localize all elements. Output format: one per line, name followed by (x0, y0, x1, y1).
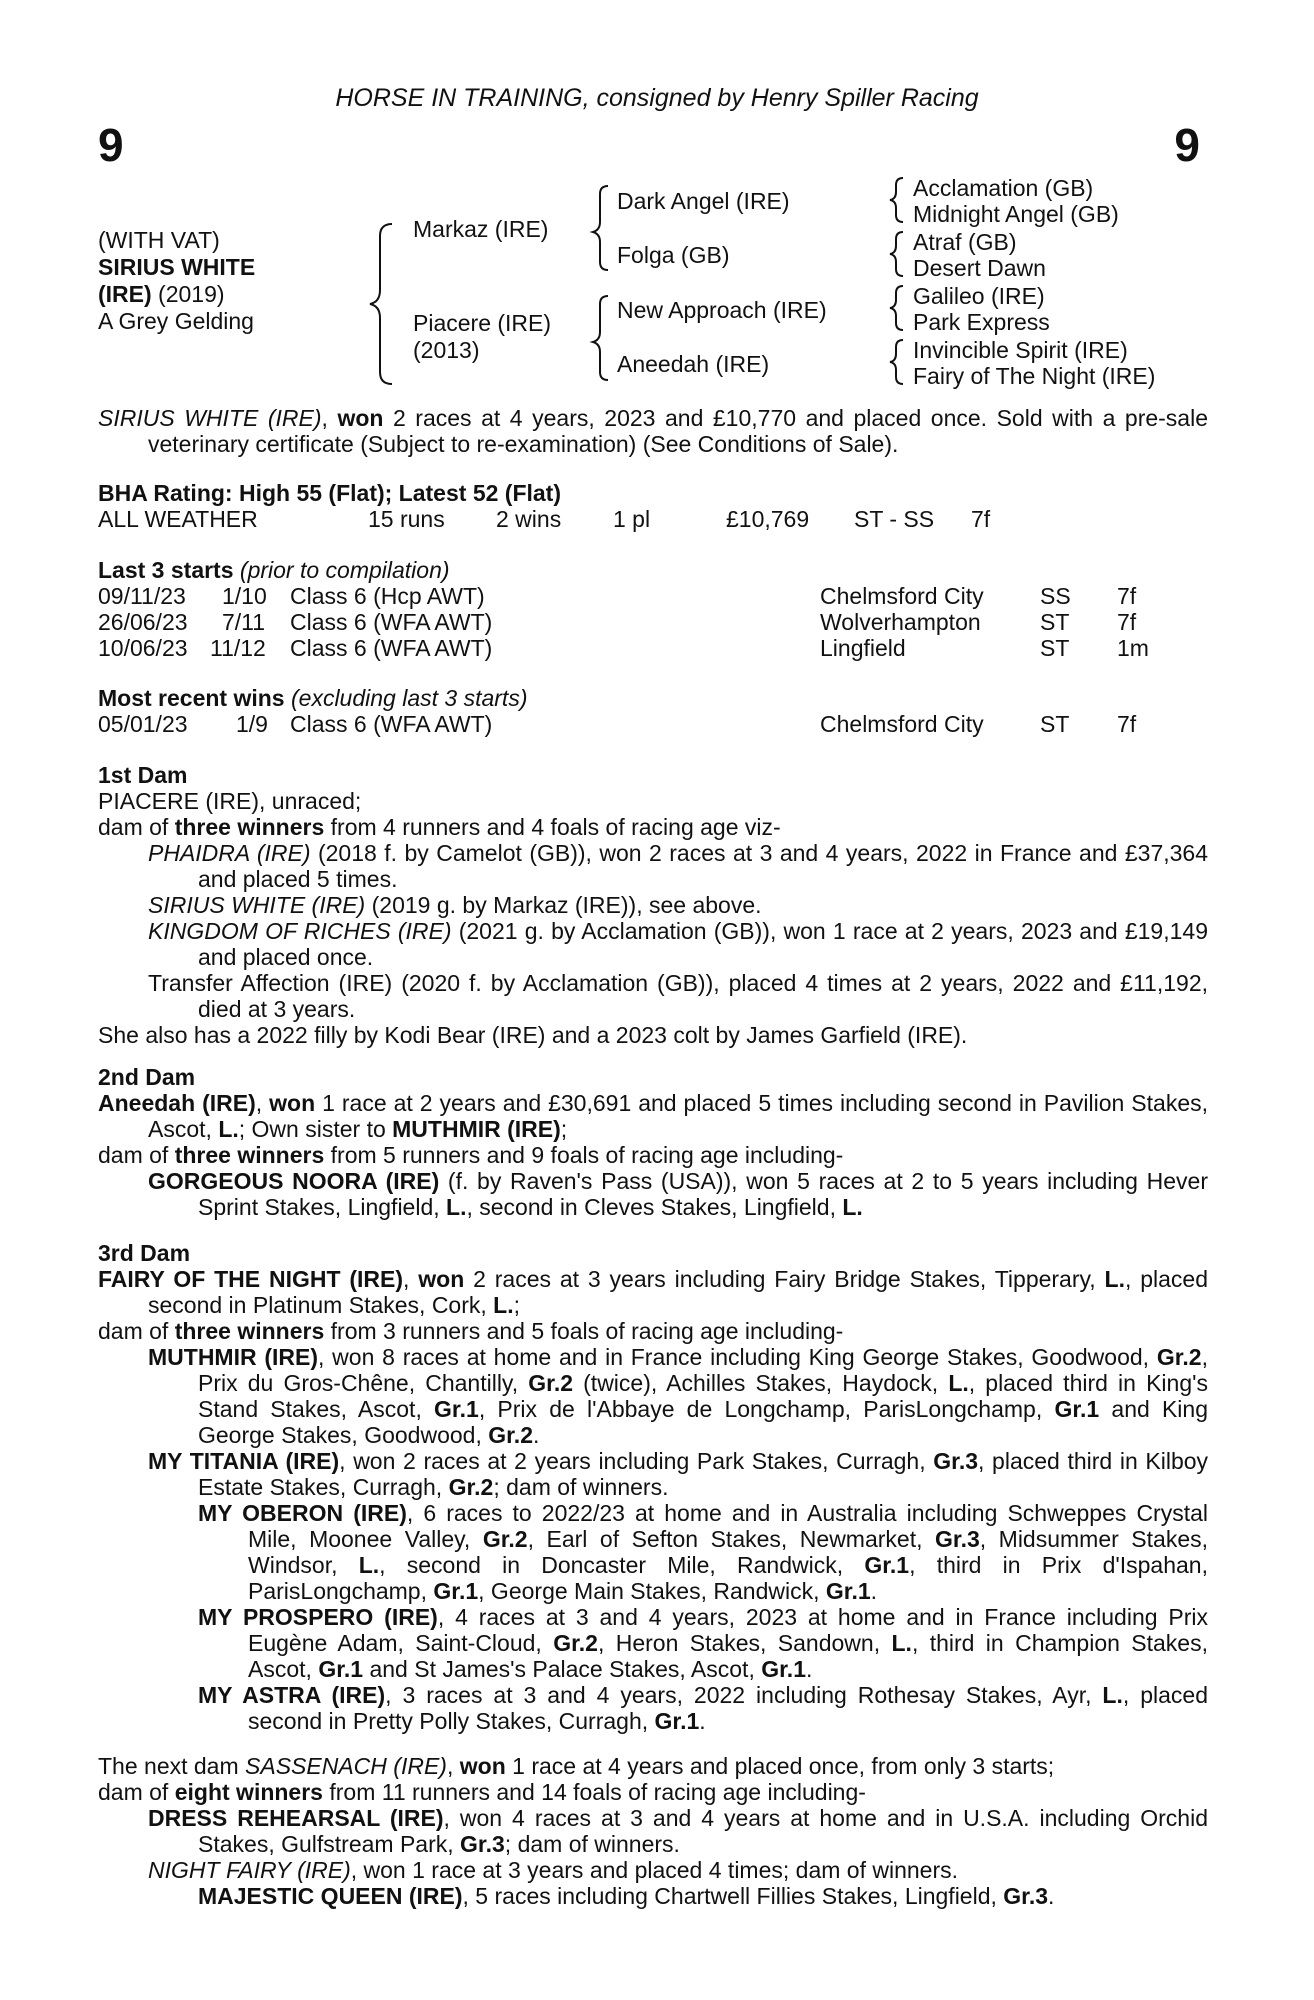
last3-table: 09/11/23 1/10 Class 6 (Hcp AWT) Chelmsford City SS 7f 26/06/23 7/11 Class 6 (WFA AWT) Wolverhampton ST 7f 10/06/23 11/12 Class 6 (WFA AWT) Lingfield ST 1m (98, 583, 1149, 661)
pedigree-gen2-3: New Approach (IRE) (617, 297, 827, 323)
pedigree-gen3-1: Acclamation (GB) (913, 175, 1094, 201)
bha-rating-heading: BHA Rating: High 55 (Flat); Latest 52 (Flat) (98, 480, 561, 506)
second-dam-heading: 2nd Dam (98, 1064, 196, 1090)
next-dam-section: The next dam SASSENACH (IRE), won 1 race at 4 years and placed once, from only 3 starts; dam of eight winners from 11 runners and 14 foals of racing age including- DRESS REHEARSAL (IRE), won 4 races at 3 and 4 years at home and in U.S.A. including Orchid Stakes, Gulfstream Park, Gr.3; dam of winners. NIGHT FAIRY (IRE), won 1 race at 3 years and placed 4 times; dam of winners. MAJESTIC QUEEN (IRE), 5 races including Chartwell Fillies Stakes, Lingfield, Gr.3. (98, 1753, 1208, 1909)
last3-heading: Last 3 starts (prior to compilation) (98, 557, 450, 583)
third-dam-section: 3rd Dam FAIRY OF THE NIGHT (IRE), won 2 races at 3 years including Fairy Bridge Stakes, Tipperary, L., placed second in Platinum Stakes, Cork, L.; dam of three winners from 3 runners and 5 foals of racing age including- MUTHMIR (IRE), won 8 races at home and in France including King George Stakes, Goodwood, Gr.2, Prix du Gros-Chêne, Chantilly, Gr.2 (twice), Achilles Stakes, Haydock, L., placed third in King's Stand Stakes, Ascot, Gr.1, Prix de l'Abbaye de Longchamp, ParisLongchamp, Gr.1 and King George Stakes, Goodwood, Gr.2. MY TITANIA (IRE), won 2 races at 2 years including Park Stakes, Curragh, Gr.3, placed third in Kilboy Estate Stakes, Curragh, Gr.2; dam of winners. MY OBERON (IRE), 6 races to 2022/23 at home and in Australia including Schweppes Crystal Mile, Moonee Valley, Gr.2, Earl of Sefton Stakes, Newmarket, Gr.3, Midsummer Stakes, Windsor, L., second in Doncaster Mile, Randwick, Gr.1, third in Prix d'Ispahan, ParisLongchamp, Gr.1, George Main Stakes, Randwick, Gr.1. MY PROSPERO (IRE), 4 races at 3 and 4 years, 2023 at home and in France including Prix Eugène Adam, Saint-Cloud, Gr.2, Heron Stakes, Sandown, L., third in Champion Stakes, Ascot, Gr.1 and St James's Palace Stakes, Ascot, Gr.1. MY ASTRA (IRE), 3 races at 3 and 4 years, 2022 including Rothesay Stakes, Ayr, L., placed second in Pretty Polly Stakes, Curragh, Gr.1. (98, 1240, 1209, 1734)
pedigree-gen3-3: Atraf (GB) (913, 229, 1017, 255)
vat-label: (WITH VAT) (98, 227, 220, 253)
lot-number-left: 9 (98, 119, 124, 171)
lot-number-right: 9 (1174, 119, 1200, 171)
horse-name-line2: (IRE) (2019) (98, 281, 225, 307)
pedigree-gen2-2: Folga (GB) (617, 242, 730, 268)
pedigree-gen3-2: Midnight Angel (GB) (913, 201, 1119, 227)
pedigree-gen2-4: Aneedah (IRE) (617, 351, 770, 377)
pedigree-gen3-4: Desert Dawn (913, 255, 1046, 281)
pedigree-gen2-1: Dark Angel (IRE) (617, 188, 790, 214)
recent-wins-table: 05/01/23 1/9 Class 6 (WFA AWT) Chelmsford City ST 7f (98, 711, 1137, 737)
second-dam-section: 2nd Dam Aneedah (IRE), won 1 race at 2 years and £30,691 and placed 5 times including second in Pavilion Stakes, Ascot, L.; Own sister to MUTHMIR (IRE); dam of three winners from 5 runners and 9 foals of racing age including- GORGEOUS NOORA (IRE) (f. by Raven's Pass (USA)), won 5 races at 2 to 5 years including Hever Sprint Stakes, Lingfield, L., second in Cleves Stakes, Lingfield, L. (98, 1064, 1209, 1220)
first-dam-heading: 1st Dam (98, 762, 188, 788)
pedigree-dam-year: (2013) (413, 337, 480, 363)
third-dam-heading: 3rd Dam (98, 1240, 191, 1266)
pedigree-dam: Piacere (IRE) (413, 310, 552, 336)
pedigree-sire: Markaz (IRE) (413, 216, 549, 242)
rating-summary-row: ALL WEATHER 15 runs 2 wins 1 pl £10,769 ST - SS 7f (98, 506, 991, 532)
horse-description: A Grey Gelding (98, 308, 254, 334)
first-dam-section: 1st Dam PIACERE (IRE), unraced; dam of three winners from 4 runners and 4 foals of racing age viz- PHAIDRA (IRE) (2018 f. by Camelot (GB)), won 2 races at 3 and 4 years, 2022 in France and £37,364 and placed 5 times. SIRIUS WHITE (IRE) (2019 g. by Markaz (IRE)), see above. KINGDOM OF RICHES (IRE) (2021 g. by Acclamation (GB)), won 1 race at 2 years, 2023 and £19,149 and placed once. Transfer Affection (IRE) (2020 f. by Acclamation (GB)), placed 4 times at 2 years, 2022 and £11,192, died at 3 years. She also has a 2022 filly by Kodi Bear (IRE) and a 2023 colt by James Garfield (IRE). (98, 762, 1208, 1048)
pedigree-gen3-7: Invincible Spirit (IRE) (913, 337, 1128, 363)
pedigree-gen3-6: Park Express (913, 309, 1050, 335)
bha-rating-section (98, 480, 1208, 506)
pedigree-gen3-8: Fairy of The Night (IRE) (913, 363, 1156, 389)
page-header-title: HORSE IN TRAINING, consigned by Henry Spiller Racing (335, 84, 979, 112)
recent-wins-heading: Most recent wins (excluding last 3 starts) (98, 685, 528, 711)
pedigree-gen3-5: Galileo (IRE) (913, 283, 1045, 309)
summary-paragraph: SIRIUS WHITE (IRE), won 2 races at 4 years, 2023 and £10,770 and placed once. Sold with a pre-sale veterinary certificate (Subject to re-examination) (See Conditions of Sale). (98, 405, 1208, 457)
horse-name: SIRIUS WHITE (98, 254, 256, 280)
